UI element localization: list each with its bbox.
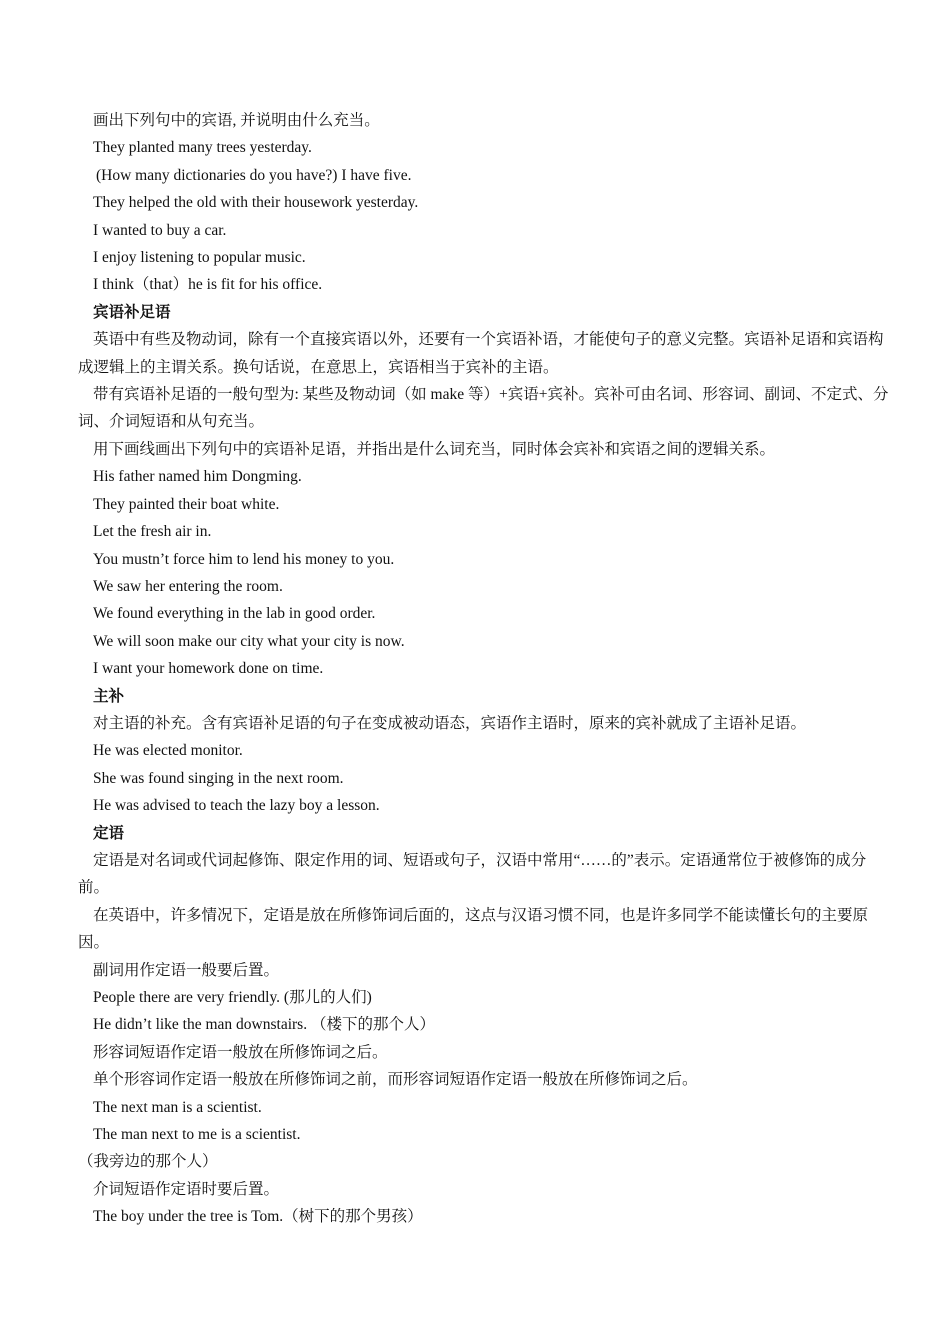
section-heading: 宾语补足语 [93,303,171,321]
text-line: We found everything in the lab in good order. [93,605,376,623]
section-heading: 定语 [93,824,125,842]
text-line: They planted many trees yesterday. [93,139,312,157]
text-line: （我旁边的那个人） [78,1153,218,1171]
text-line: We saw her entering the room. [93,577,283,595]
document-body [78,107,894,1231]
text-line: 形容词短语作定语一般放在所修饰词之后。 [93,1043,388,1061]
text-line: 带有宾语补足语的一般句型为: 某些及物动词（如 make 等）+宾语+宾补。宾补可由名词、形容词、副词、不定式、分词、介词短语和从句充当。 [78,386,889,431]
text-line: 介词短语作定语时要后置。 [93,1180,280,1198]
text-line: (How many dictionaries do you have?) I have five. [96,166,412,184]
text-line: 对主语的补充。含有宾语补足语的句子在变成被动语态，宾语作主语时，原来的宾补就成了主语补足语。 [93,714,807,732]
section-heading: 主补 [93,687,125,705]
text-line: 定语是对名词或代词起修饰、限定作用的词、短语或句子，汉语中常用“……的”表示。定语通常位于被修饰的成分前。 [78,851,867,897]
text-line: I wanted to buy a car. [93,221,227,239]
text-line: 单个形容词作定语一般放在所修饰词之前，而形容词短语作定语一般放在所修饰词之后。 [93,1071,698,1089]
text-line: You mustn’t force him to lend his money to you. [93,550,395,568]
text-line: They painted their boat white. [93,495,280,513]
text-line: His father named him Dongming. [93,468,302,486]
text-line: People there are very friendly. (那儿的人们) [93,989,372,1006]
text-line: She was found singing in the next room. [93,769,344,787]
text-line: 副词用作定语一般要后置。 [93,961,280,979]
text-line: 画出下列句中的宾语, 并说明由什么充当。 [93,112,380,129]
text-line: 在英语中，许多情况下，定语是放在所修饰词后面的，这点与汉语习惯不同，也是许多同学不能读懂长句的主要原因。 [78,906,869,952]
text-line: I want your homework done on time. [93,660,324,678]
text-line: 用下画线画出下列句中的宾语补足语，并指出是什么词充当，同时体会宾补和宾语之间的逻辑关系。 [93,440,776,458]
text-line: Let the fresh air in. [93,523,212,541]
text-line: He was advised to teach the lazy boy a lesson. [93,797,380,815]
text-line: I think（that）he is fit for his office. [93,276,323,294]
text-line: The boy under the tree is Tom.（树下的那个男孩） [93,1208,423,1226]
text-line: 英语中有些及物动词，除有一个直接宾语以外，还要有一个宾语补语，才能使句子的意义完整。宾语补足语和宾语构成逻辑上的主谓关系。换句话说，在意思上，宾语相当于宾补的主语。 [78,331,884,376]
text-line: I enjoy listening to popular music. [93,249,306,267]
text-line: They helped the old with their housework yesterday. [93,194,419,212]
text-line: We will soon make our city what your city is now. [93,632,405,650]
text-line: The next man is a scientist. [93,1098,262,1116]
text-line: He didn’t like the man downstairs. （楼下的那个人） [93,1016,435,1034]
text-line: The man next to me is a scientist. [93,1126,301,1144]
text-line: He was elected monitor. [93,742,243,760]
